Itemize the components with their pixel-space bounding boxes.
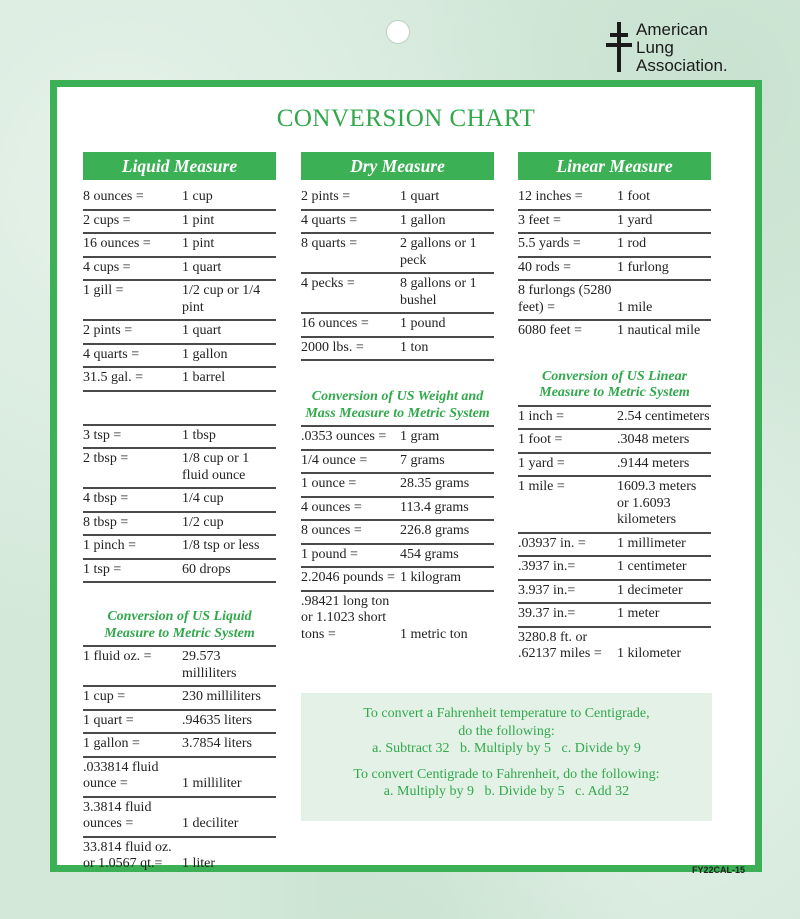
table-row: 2 tbsp = 1/8 cup or 1 fluid ounce — [83, 449, 276, 489]
table-row: .033814 fluid ounce = 1 milliliter — [83, 758, 276, 798]
table-row: 4 quarts = 1 gallon — [301, 211, 494, 235]
ala-logo — [604, 20, 784, 76]
logo-line-3: Association. — [636, 56, 728, 75]
table-row: .98421 long ton or 1.1023 short tons = 1 metric ton — [301, 593, 468, 642]
linear-metric-header: Conversion of US Linear Measure to Metric System — [518, 365, 711, 407]
table-row: 1 tsp = 60 drops — [83, 560, 276, 584]
conversion-card — [50, 80, 762, 872]
logo-line-1: American — [636, 20, 708, 39]
logo-text — [636, 21, 728, 75]
table-row: .03937 in. = 1 millimeter — [518, 534, 711, 558]
table-row: 6080 feet = 1 nautical mile — [518, 323, 701, 338]
table-row: 1 fluid oz. = 29.573 milliliters — [83, 647, 276, 687]
table-row: 3 tsp = 1 tbsp — [83, 426, 276, 450]
table-row: 1 pound = 454 grams — [301, 545, 494, 569]
dry-header: Dry Measure — [301, 152, 494, 180]
table-row: 1 foot = .3048 meters — [518, 430, 711, 454]
table-row: 8 tbsp = 1/2 cup — [83, 513, 276, 537]
table-row: 4 quarts = 1 gallon — [83, 345, 276, 369]
c-to-f-line-1: To convert Centigrade to Fahrenheit, do the following: — [353, 766, 660, 782]
table-row: 1 inch = 2.54 centimeters — [518, 407, 711, 431]
liquid-header: Liquid Measure — [83, 152, 276, 180]
table-row: 2 pints = 1 quart — [301, 187, 494, 211]
table-row: 39.37 in.= 1 meter — [518, 604, 711, 628]
table-row: 1 gallon = 3.7854 liters — [83, 734, 276, 758]
table-row: 4 pecks = 8 gallons or 1 bushel — [301, 274, 494, 314]
table-row: 1 quart = .94635 liters — [83, 711, 276, 735]
f-to-c-line-2: do the following: — [458, 723, 555, 739]
table-row: 3.3814 fluid ounces = 1 deciliter — [83, 798, 276, 838]
punch-hole — [386, 20, 410, 44]
liquid-column — [83, 152, 276, 876]
table-row: 4 cups = 1 quart — [83, 258, 276, 282]
table-row: 12 inches = 1 foot — [518, 187, 711, 211]
table-row: .3937 in.= 1 centimeter — [518, 557, 711, 581]
linear-header: Linear Measure — [518, 152, 711, 180]
table-row: 4 ounces = 113.4 grams — [301, 498, 494, 522]
table-row: 2 pints = 1 quart — [83, 321, 276, 345]
table-row: 5.5 yards = 1 rod — [518, 234, 711, 258]
table-row: 1 gill = 1/2 cup or 1/4 pint — [83, 281, 276, 321]
f-to-c-steps: a. Subtract 32 b. Multiply by 5 c. Divide by 9 — [372, 741, 641, 756]
table-row: 1 pinch = 1/8 tsp or less — [83, 536, 276, 560]
c-to-f-steps: a. Multiply by 9 b. Divide by 5 c. Add 32 — [383, 784, 630, 799]
f-to-c-line-1: To convert a Fahrenheit temperature to Centigrade, — [363, 706, 650, 721]
temperature-conversion-box — [301, 693, 712, 821]
table-row: 16 ounces = 1 pint — [83, 234, 276, 258]
table-row: 1 cup = 230 milliliters — [83, 687, 276, 711]
logo-line-2: Lung — [636, 38, 674, 57]
table-row: 1 yard = .9144 meters — [518, 454, 711, 478]
liquid-metric-header: Conversion of US Liquid Measure to Metric System — [83, 605, 276, 647]
page-title: CONVERSION CHART — [276, 105, 536, 132]
table-row: 16 ounces = 1 pound — [301, 314, 494, 338]
double-barred-cross-icon — [606, 22, 632, 72]
table-row: 33.814 fluid oz. or 1.0567 qt.= 1 liter — [83, 839, 216, 871]
table-row: 2.2046 pounds = 1 kilogram — [301, 568, 494, 592]
table-row: 2 cups = 1 pint — [83, 211, 276, 235]
table-row: .0353 ounces = 1 gram — [301, 427, 494, 451]
table-row: 4 tbsp = 1/4 cup — [83, 489, 276, 513]
table-row: 8 quarts = 2 gallons or 1 peck — [301, 234, 494, 274]
dry-column — [301, 152, 494, 646]
table-row: 3 feet = 1 yard — [518, 211, 711, 235]
table-row: 1 mile = 1609.3 meters or 1.6093 kilometers — [518, 477, 711, 534]
footer-code: FY22CAL-15 — [692, 865, 746, 875]
table-row: 3280.8 ft. or .62137 miles = 1 kilometer — [518, 629, 682, 661]
table-row: 1 ounce = 28.35 grams — [301, 474, 494, 498]
table-row: 8 furlongs (5280 feet) = 1 mile — [518, 281, 711, 321]
dry-metric-header: Conversion of US Weight and Mass Measure to Metric System — [301, 385, 494, 427]
table-row: 2000 lbs. = 1 ton — [301, 338, 494, 362]
linear-column — [518, 152, 711, 666]
table-row: 8 ounces = 226.8 grams — [301, 521, 494, 545]
table-row: 3.937 in.= 1 decimeter — [518, 581, 711, 605]
table-row: 8 ounces = 1 cup — [83, 187, 276, 211]
table-row: 40 rods = 1 furlong — [518, 258, 711, 282]
table-row: 1/4 ounce = 7 grams — [301, 451, 494, 475]
divider — [83, 392, 276, 426]
table-row: 31.5 gal. = 1 barrel — [83, 368, 276, 392]
